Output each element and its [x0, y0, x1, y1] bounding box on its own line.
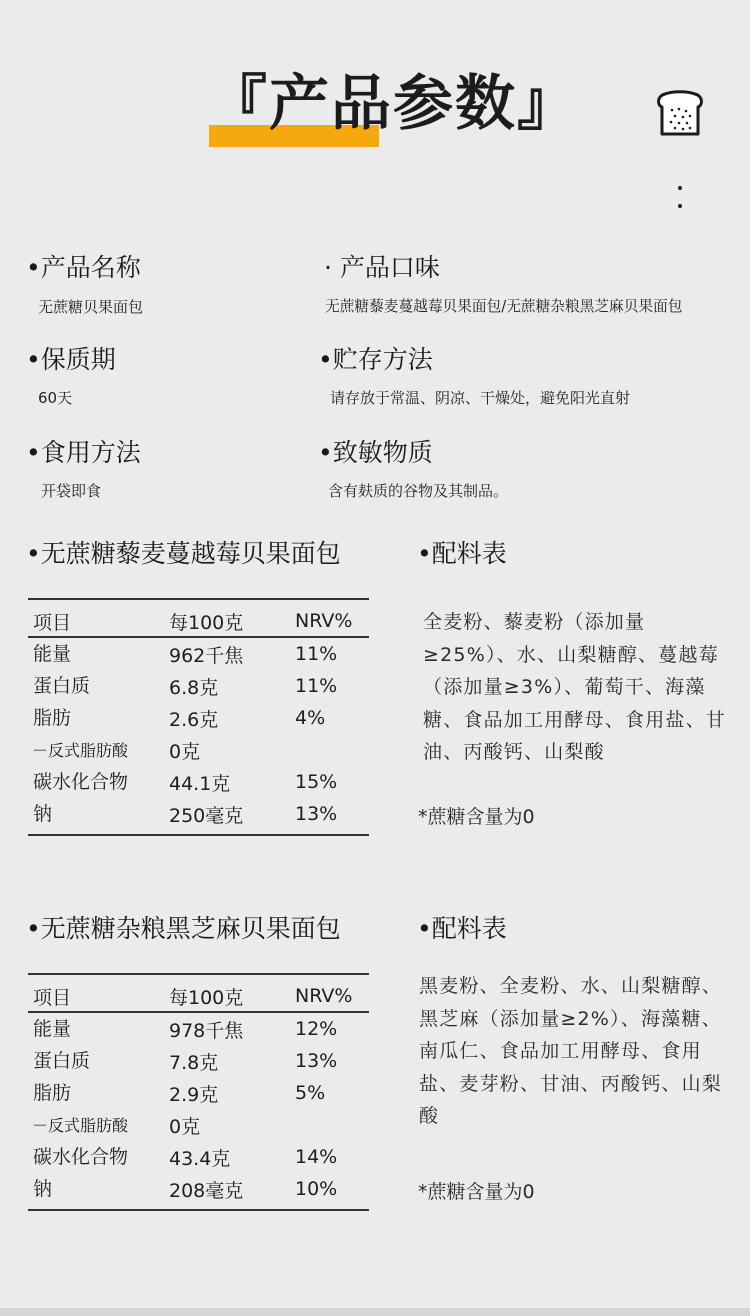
table-cell: 15%	[295, 771, 338, 793]
product-1-ingredients: 全麦粉、藜麦粉（添加量≥25%）、水、山梨糖醇、蔓越莓（添加量≥3%）、葡萄干、海藻糖、食品加工用酵母、食用盐、甘油、丙酸钙、山梨酸	[423, 611, 727, 763]
table-cell: 12%	[295, 1018, 338, 1040]
product-flavor-label: · 产品口味	[324, 253, 440, 282]
table-cell: 蛋白质	[33, 675, 91, 697]
table-cell: 能量	[33, 643, 72, 665]
product-name-label: •产品名称	[26, 253, 141, 282]
table-header-item: 项目	[33, 987, 72, 1009]
table-rule-mid	[28, 636, 369, 638]
nutrition-table-2	[28, 973, 369, 1213]
table-rule-top	[28, 973, 369, 975]
table-header-nrv: NRV%	[295, 985, 353, 1007]
table-cell: －反式脂肪酸	[32, 741, 129, 760]
table-header-nrv: NRV%	[295, 610, 353, 632]
bottom-edge-bar	[0, 1308, 750, 1316]
shelf-life-label: •保质期	[26, 345, 116, 374]
table-cell: 2.9克	[169, 1084, 219, 1106]
table-cell: 脂肪	[33, 1082, 72, 1104]
shelf-life-value: 60天	[38, 389, 73, 407]
table-header-per100g: 每100克	[169, 987, 244, 1009]
table-cell: 钠	[33, 803, 53, 825]
storage-label: •贮存方法	[318, 345, 433, 374]
product-1-title: •无蔗糖藜麦蔓越莓贝果面包	[26, 539, 341, 568]
table-cell: －反式脂肪酸	[32, 1116, 129, 1135]
table-cell: 5%	[295, 1082, 326, 1104]
table-cell: 43.4克	[169, 1148, 231, 1170]
allergen-label: •致敏物质	[318, 438, 433, 467]
table-rule-mid	[28, 1011, 369, 1013]
table-cell: 能量	[33, 1018, 72, 1040]
product-1-ingredients-title: •配料表	[417, 539, 507, 568]
table-cell: 44.1克	[169, 773, 231, 795]
bread-icon	[655, 90, 705, 136]
table-cell: 14%	[295, 1146, 338, 1168]
table-rule-top	[28, 598, 369, 600]
table-cell: 6.8克	[169, 677, 219, 699]
table-cell: 钠	[33, 1178, 53, 1200]
table-cell: 2.6克	[169, 709, 219, 731]
product-1-sugar-note: *蔗糖含量为0	[418, 806, 535, 828]
page-title: 『产品参数』	[207, 69, 579, 139]
table-cell: 962千焦	[169, 645, 244, 667]
product-2-title: •无蔗糖杂粮黑芝麻贝果面包	[26, 914, 341, 943]
table-cell: 7.8克	[169, 1052, 219, 1074]
storage-value: 请存放于常温、阴凉、干燥处，避免阳光直射	[330, 389, 631, 407]
table-cell: 脂肪	[33, 707, 72, 729]
table-cell: 13%	[295, 1050, 338, 1072]
product-name-value: 无蔗糖贝果面包	[38, 298, 144, 316]
decorative-dots	[676, 186, 684, 216]
product-flavor-value: 无蔗糖藜麦蔓越莓贝果面包/无蔗糖杂粮黑芝麻贝果面包	[325, 298, 683, 315]
product-2-sugar-note: *蔗糖含量为0	[418, 1181, 535, 1203]
table-cell: 208毫克	[169, 1180, 244, 1202]
usage-label: •食用方法	[26, 438, 141, 467]
table-cell: 11%	[295, 675, 338, 697]
table-cell: 碳水化合物	[33, 1146, 129, 1168]
table-header-per100g: 每100克	[169, 612, 244, 634]
table-cell: 978千焦	[169, 1020, 244, 1042]
table-cell: 250毫克	[169, 805, 244, 827]
allergen-value: 含有麸质的谷物及其制品。	[328, 482, 509, 500]
table-cell: 蛋白质	[33, 1050, 91, 1072]
table-cell: 4%	[295, 707, 326, 729]
product-2-ingredients: 黑麦粉、全麦粉、水、山梨糖醇、黑芝麻（添加量≥2%）、海藻糖、南瓜仁、食品加工用酵母、食用盐、麦芽粉、甘油、丙酸钙、山梨酸	[419, 975, 723, 1127]
table-rule-bottom	[28, 1209, 369, 1211]
table-cell: 0克	[169, 741, 201, 763]
table-cell: 10%	[295, 1178, 338, 1200]
nutrition-table-1	[28, 598, 369, 838]
table-cell: 13%	[295, 803, 338, 825]
table-header-item: 项目	[33, 612, 72, 634]
table-cell: 碳水化合物	[33, 771, 129, 793]
table-rule-bottom	[28, 834, 369, 836]
product-2-ingredients-title: •配料表	[417, 914, 507, 943]
usage-value: 开袋即食	[41, 482, 102, 500]
table-cell: 11%	[295, 643, 338, 665]
table-cell: 0克	[169, 1116, 201, 1138]
